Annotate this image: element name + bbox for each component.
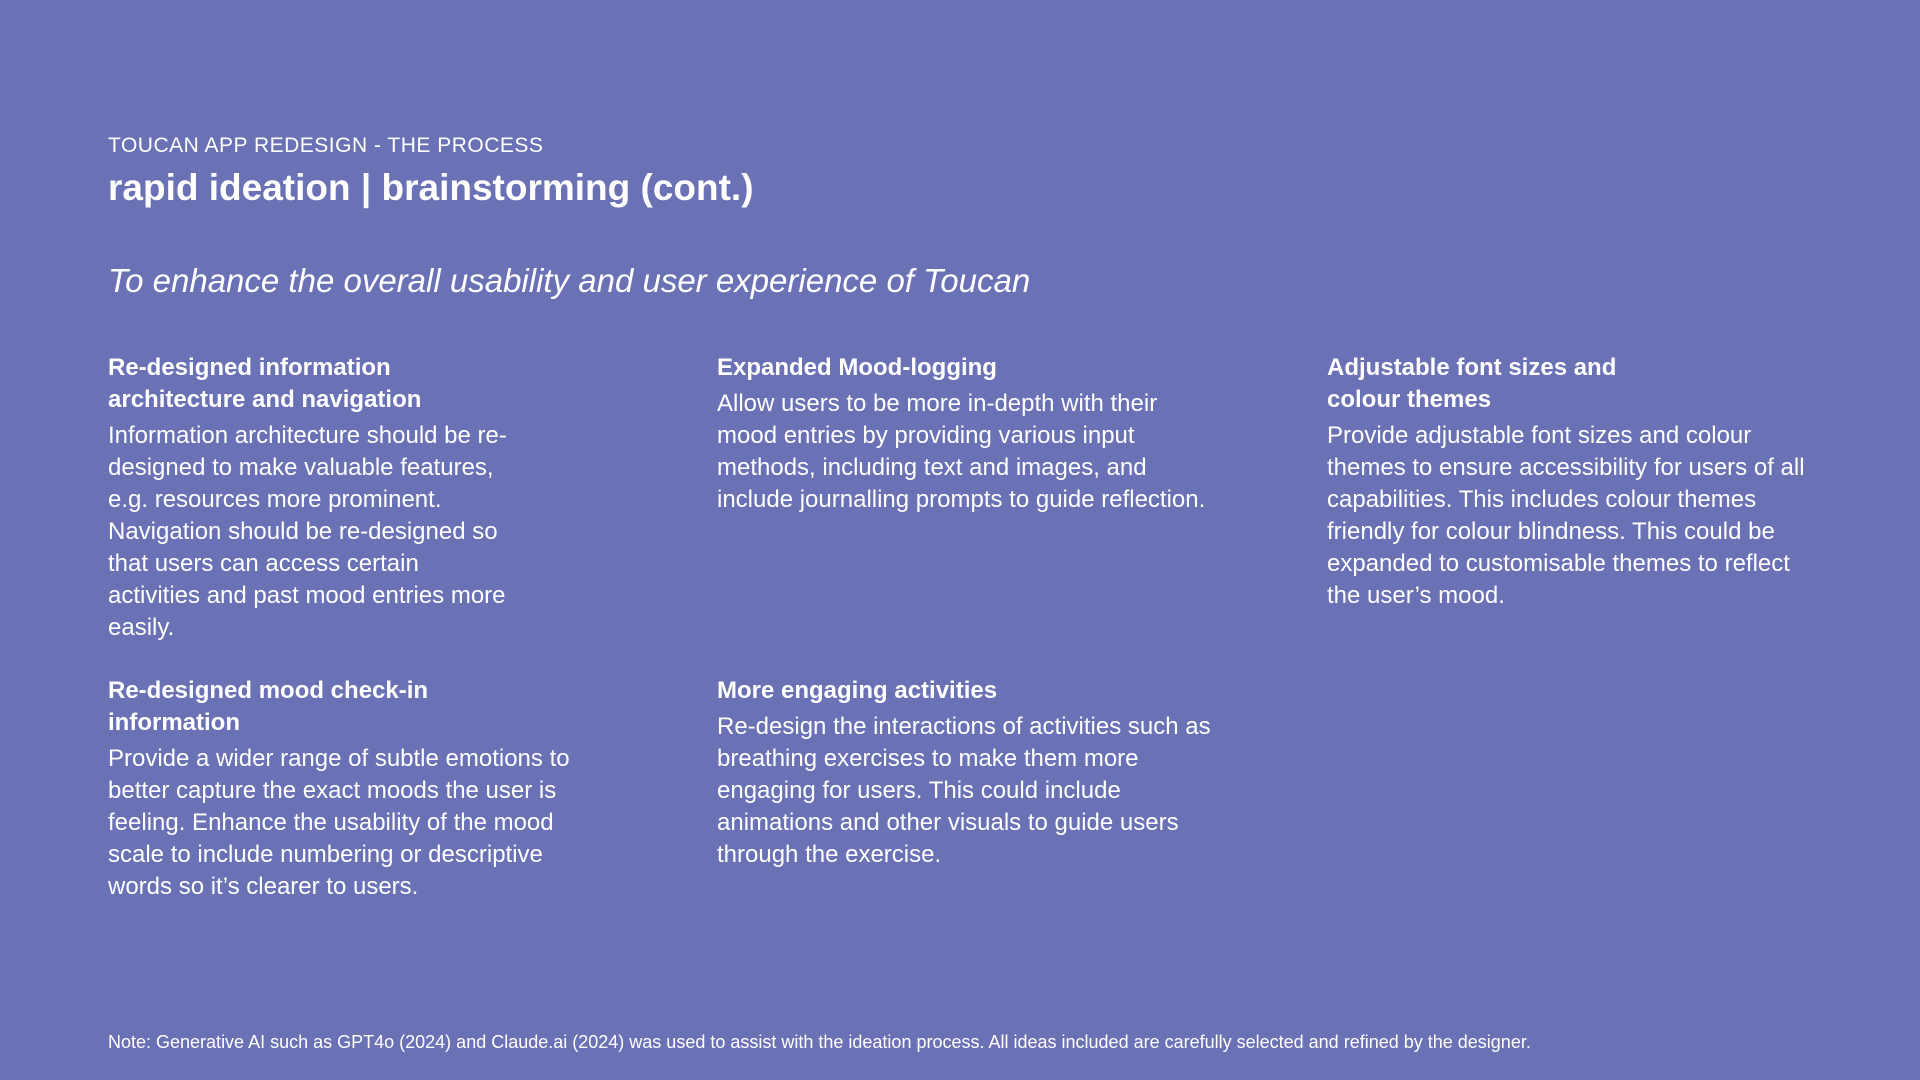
idea-card-title: Adjustable font sizes and colour themes [1327, 354, 1617, 413]
idea-card-font-themes [1327, 352, 1827, 612]
idea-card-title: Re-designed mood check-in information [108, 677, 429, 736]
idea-card-body: Information architecture should be re-designed to make valuable features, e.g. resources more prominent. Navigation should be re-designed so that users can access certain activities and past mood entries more easily. [108, 422, 507, 641]
idea-card-body: Allow users to be more in-depth with their mood entries by providing various input methods, including text and images, and include journalling prompts to guide reflection. [717, 390, 1206, 513]
footer-note: Note: Generative AI such as GPT4o (2024) and Claude.ai (2024) was used to assist with the ideation process. All ideas included are carefully selected and refined by the designer. [108, 1032, 1531, 1052]
idea-card-body: Re-design the interactions of activities such as breathing exercises to make them more engaging for users. This could include animations and other visuals to guide users through the exercise. [717, 713, 1211, 868]
idea-card-body: Provide adjustable font sizes and colour themes to ensure accessibility for users of all capabilities. This includes colour themes friendly for colour blindness. This could be expanded to customisable themes to reflect the user’s mood. [1327, 422, 1805, 609]
page-title: rapid ideation | brainstorming (cont.) [108, 167, 754, 208]
idea-card-mood-check-in [108, 675, 608, 903]
idea-card-title: More engaging activities [717, 677, 998, 704]
idea-card-mood-logging [717, 352, 1217, 516]
idea-card-body: Provide a wider range of subtle emotions to better capture the exact moods the user is feeling. Enhance the usability of the mood scale to include numbering or descriptive words so it’s clearer to users. [108, 745, 570, 900]
idea-card-engaging-activities [717, 675, 1217, 871]
eyebrow-label: TOUCAN APP REDESIGN - THE PROCESS [108, 134, 544, 157]
idea-card-information-architecture [108, 352, 508, 644]
page-subtitle: To enhance the overall usability and user experience of Toucan [108, 262, 1031, 299]
idea-card-title: Re-designed information architecture and navigation [108, 354, 422, 413]
idea-card-title: Expanded Mood-logging [717, 354, 997, 381]
